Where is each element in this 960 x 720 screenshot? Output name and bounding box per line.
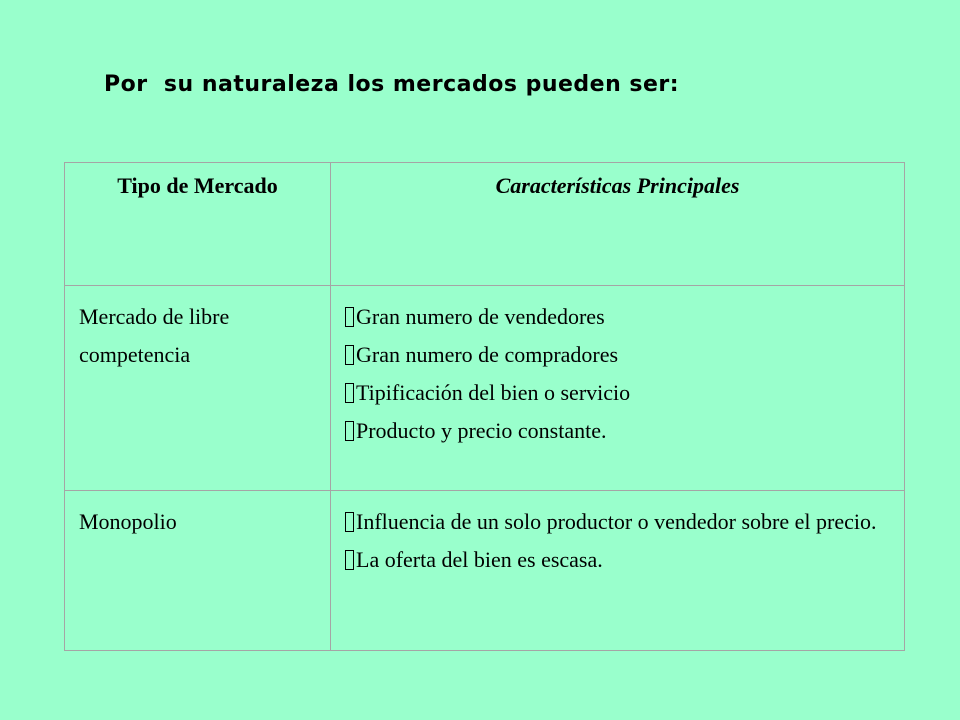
characteristic-item: Gran numero de compradores — [345, 336, 892, 374]
table-header-row — [65, 163, 905, 286]
characteristic-item: Influencia de un solo productor o vendedor sobre el precio. — [345, 503, 892, 541]
market-type-cell: Monopolio — [65, 491, 331, 651]
column-header-type: Tipo de Mercado — [65, 163, 331, 286]
characteristics-cell — [331, 286, 905, 491]
characteristic-item: La oferta del bien es escasa. — [345, 541, 892, 579]
market-types-table — [64, 162, 905, 651]
slide-heading: Por su naturaleza los mercados pueden ser: — [104, 72, 680, 97]
bullet-icon — [345, 512, 354, 532]
bullet-icon — [345, 383, 354, 403]
bullet-icon — [345, 345, 354, 365]
market-type-cell: Mercado de libre competencia — [65, 286, 331, 491]
characteristic-item: Producto y precio constante. — [345, 412, 892, 450]
table-row — [65, 491, 905, 651]
bullet-icon — [345, 421, 354, 441]
column-header-characteristics: Características Principales — [331, 163, 905, 286]
characteristic-item: Gran numero de vendedores — [345, 298, 892, 336]
table-row — [65, 286, 905, 491]
characteristics-cell — [331, 491, 905, 651]
characteristic-item: Tipificación del bien o servicio — [345, 374, 892, 412]
bullet-icon — [345, 550, 354, 570]
bullet-icon — [345, 307, 354, 327]
